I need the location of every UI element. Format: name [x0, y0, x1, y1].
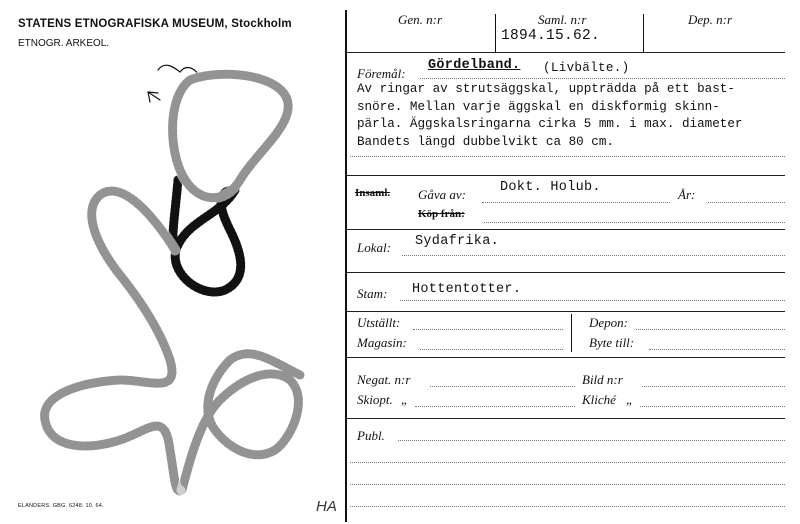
lokal-divider	[347, 272, 785, 273]
foremal-name: Gördelband.	[428, 58, 521, 73]
acquisition-divider	[347, 229, 785, 230]
skiopt-ditto-mark: „	[401, 392, 409, 407]
department-label: ETNOGR. ARKEOL.	[18, 38, 110, 49]
kliche-label: Kliché	[582, 392, 616, 407]
foremal-divider	[347, 175, 785, 176]
card-left-border	[345, 10, 347, 522]
lokal-value: Sydafrika.	[415, 234, 500, 249]
dotted-line	[484, 222, 785, 223]
saml-label: Saml. n:r	[538, 12, 587, 27]
dotted-line	[402, 255, 785, 256]
dotted-line	[413, 329, 563, 330]
dotted-line	[415, 406, 575, 407]
storage-divider	[347, 357, 785, 358]
saml-value: 1894.15.62.	[501, 28, 601, 44]
dotted-line	[482, 202, 670, 203]
dotted-line	[640, 406, 785, 407]
dotted-line	[636, 329, 785, 330]
foremal-subname: (Livbälte.)	[543, 61, 630, 75]
insaml-struck-label: Insaml.	[355, 187, 391, 199]
storage-sep	[571, 314, 572, 352]
dotted-line	[350, 156, 785, 157]
negat-label: Negat. n:r	[357, 372, 411, 387]
gen-label: Gen. n:r	[398, 12, 443, 27]
header-sep-2	[643, 14, 644, 52]
lokal-label: Lokal:	[357, 240, 391, 255]
dep-label: Dep. n:r	[688, 12, 733, 27]
foremal-label: Föremål:	[357, 66, 406, 81]
utstallt-label: Utställt:	[357, 315, 401, 330]
header-sep-1	[495, 14, 496, 52]
dotted-line	[420, 78, 785, 79]
description-line: pärla. Äggskalsringarna cirka 5 mm. i max. diameter	[357, 117, 743, 131]
byte-label: Byte till:	[589, 335, 635, 350]
stam-value: Hottentotter.	[412, 282, 522, 297]
description-line: Av ringar av strutsäggskal, uppträdda på ett bast-	[357, 82, 735, 96]
dotted-line	[420, 349, 563, 350]
header-divider	[347, 52, 785, 53]
dotted-line	[350, 484, 785, 485]
dotted-line	[350, 506, 785, 507]
media-divider	[347, 418, 785, 419]
description-line: snöre. Mellan varje äggskal en diskformig skinn-	[357, 99, 720, 114]
printer-imprint: ELANDERS. GBG. 6248. 10. 64.	[18, 503, 104, 509]
dotted-line	[642, 386, 785, 387]
dotted-line	[430, 386, 575, 387]
handwritten-mark: HA	[316, 498, 337, 515]
museum-name: STATENS ETNOGRAFISKA MUSEUM, Stockholm	[18, 18, 292, 30]
bild-label: Bild n:r	[582, 372, 623, 387]
stam-label: Stam:	[357, 286, 388, 301]
gava-label: Gåva av:	[418, 187, 467, 202]
foremal-description	[357, 81, 787, 151]
stam-divider	[347, 311, 785, 312]
dotted-line	[350, 462, 785, 463]
publ-label: Publ.	[357, 428, 385, 443]
description-line: Bandets längd dubbelvikt ca 80 cm.	[357, 134, 614, 149]
dotted-line	[398, 440, 785, 441]
magasin-label: Magasin:	[357, 335, 407, 350]
dotted-line	[400, 300, 785, 301]
kop-label: Köp från:	[418, 208, 465, 220]
dotted-line	[649, 349, 785, 350]
dotted-line	[708, 202, 785, 203]
ar-label: År:	[678, 187, 696, 202]
gava-value: Dokt. Holub.	[500, 180, 601, 195]
skiopt-label: Skiopt.	[357, 392, 393, 407]
depon-label: Depon:	[589, 315, 628, 330]
kliche-ditto-mark: „	[626, 392, 634, 407]
